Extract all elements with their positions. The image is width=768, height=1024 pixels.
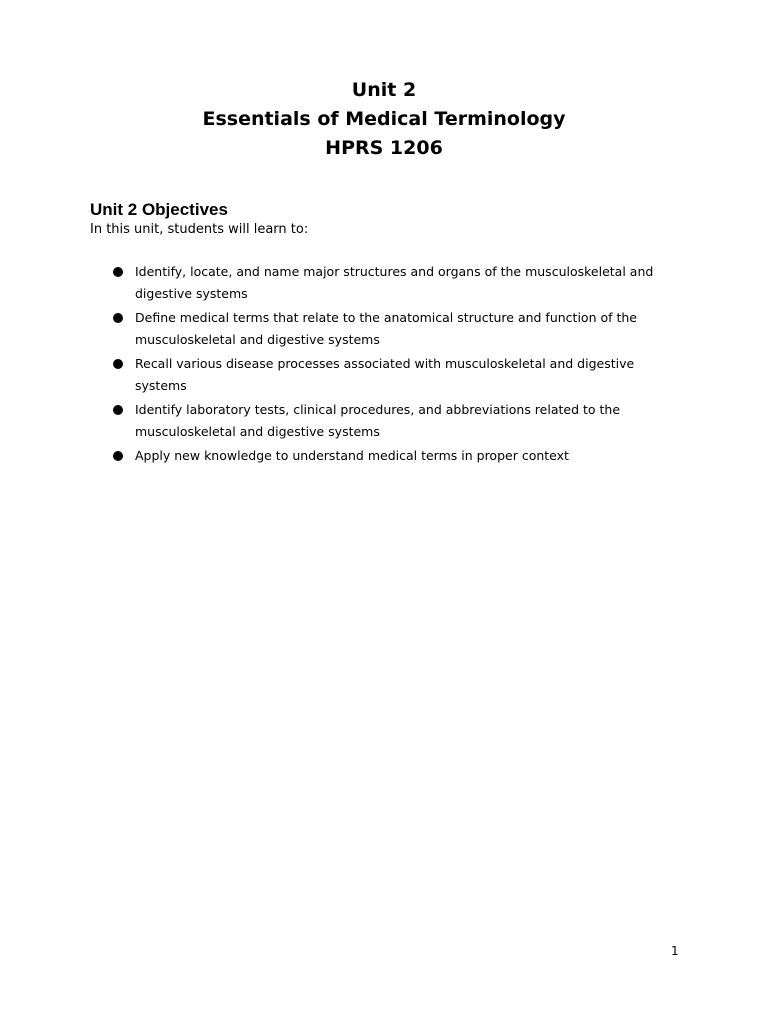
title-unit: Unit 2 <box>351 79 417 101</box>
objectives-heading: Unit 2 Objectives <box>90 200 228 219</box>
objective-text: Recall various disease processes associated with musculoskeletal and digestive systems <box>135 356 635 393</box>
bullet-icon <box>113 359 123 369</box>
title-course-name: Essentials of Medical Terminology <box>202 108 566 130</box>
objectives-intro: In this unit, students will learn to: <box>90 222 309 237</box>
objective-item <box>112 307 682 351</box>
objectives-list <box>112 261 682 469</box>
objective-text: Identify, locate, and name major structures and organs of the musculoskeletal and digestive systems <box>135 264 654 301</box>
objective-item <box>112 399 682 443</box>
title-course-code: HPRS 1206 <box>325 137 443 159</box>
bullet-icon <box>113 313 123 323</box>
document-title <box>0 76 768 163</box>
bullet-icon <box>113 267 123 277</box>
bullet-icon <box>113 405 123 415</box>
objective-text: Apply new knowledge to understand medical terms in proper context <box>135 448 569 463</box>
objective-text: Identify laboratory tests, clinical procedures, and abbreviations related to the musculoskeletal and digestive systems <box>135 402 621 439</box>
bullet-icon <box>113 451 123 461</box>
objective-text: Define medical terms that relate to the anatomical structure and function of the musculoskeletal and digestive systems <box>135 310 638 347</box>
objective-item <box>112 261 682 305</box>
objective-item <box>112 353 682 397</box>
page-number: 1 <box>671 944 679 958</box>
objective-item <box>112 445 682 467</box>
